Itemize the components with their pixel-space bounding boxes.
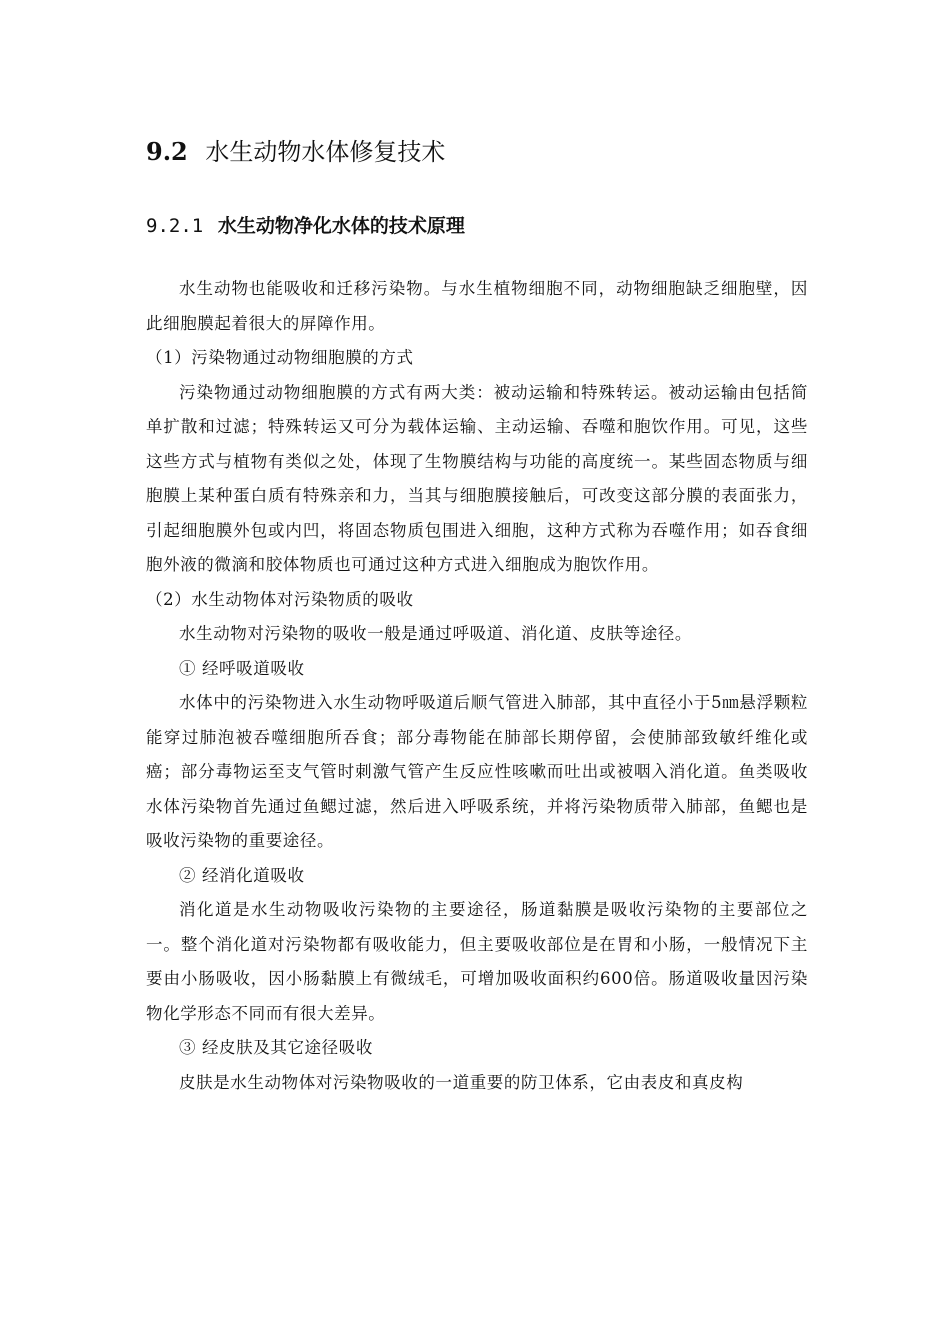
respiratory-item-heading: ① 经呼吸道吸收 <box>179 658 305 678</box>
digestive-item-heading: ② 经消化道吸收 <box>179 865 305 885</box>
body-text <box>146 272 808 1100</box>
membrane-transport-paragraph: 污染物通过动物细胞膜的方式有两大类：被动运输和特殊转运。被动运输由包括简单扩散和过滤；特殊转运又可分为载体运输、主动运输、吞噬和胞饮作用。可见，这些这些方式与植物有类似之处，体现了生物膜结构与功能的高度统一。某些固态物质与细胞膜上某种蛋白质有特殊亲和力，当其与细胞膜接触后，可改变这部分膜的表面张力，引起细胞膜外包或内凹，将固态物质包围进入细胞，这种方式称为吞噬作用；如吞食细胞外液的微滴和胶体物质也可通过这种方式进入细胞成为胞饮作用。 <box>146 382 808 574</box>
subsection-number: 9.2.1 <box>146 215 204 237</box>
section-title: 水生动物水体修复技术 <box>205 138 446 166</box>
subsection-heading <box>146 210 808 242</box>
intro-paragraph: 水生动物也能吸收和迁移污染物。与水生植物细胞不同，动物细胞缺乏细胞壁，因此细胞膜起着很大的屏障作用。 <box>146 279 808 333</box>
section-number: 9.2 <box>146 137 188 166</box>
subsection-title: 水生动物净化水体的技术原理 <box>217 215 465 237</box>
skin-item-heading: ③ 经皮肤及其它途径吸收 <box>179 1038 373 1057</box>
membrane-transport-heading: （1）污染物通过动物细胞膜的方式 <box>146 348 414 367</box>
absorption-heading: （2）水生动物体对污染物质的吸收 <box>146 589 414 609</box>
document-content <box>146 132 808 1100</box>
section-heading <box>146 132 808 172</box>
skin-paragraph: 皮肤是水生动物体对污染物吸收的一道重要的防卫体系，它由表皮和真皮构 <box>179 1072 744 1092</box>
digestive-paragraph: 消化道是水生动物吸收污染物的主要途径，肠道黏膜是吸收污染物的主要部位之一。整个消化道对污染物都有吸收能力，但主要吸收部位是在胃和小肠，一般情况下主要由小肠吸收，因小肠黏膜上有微绒毛，可增加吸收面积约600倍。肠道吸收量因污染物化学形态不同而有很大差异。 <box>146 900 808 1023</box>
respiratory-paragraph: 水体中的污染物进入水生动物呼吸道后顺气管进入肺部，其中直径小于5㎚悬浮颗粒能穿过肺泡被吞噬细胞所吞食；部分毒物能在肺部长期停留，会使肺部致敏纤维化或癌；部分毒物运至支气管时刺激气管产生反应性咳嗽而吐出或被咽入消化道。鱼类吸收水体污染物首先通过鱼鳃过滤，然后进入呼吸系统，并将污染物质带入肺部，鱼鳃也是吸收污染物的重要途径。 <box>146 693 808 850</box>
absorption-paragraph: 水生动物对污染物的吸收一般是通过呼吸道、消化道、皮肤等途径。 <box>179 624 692 643</box>
